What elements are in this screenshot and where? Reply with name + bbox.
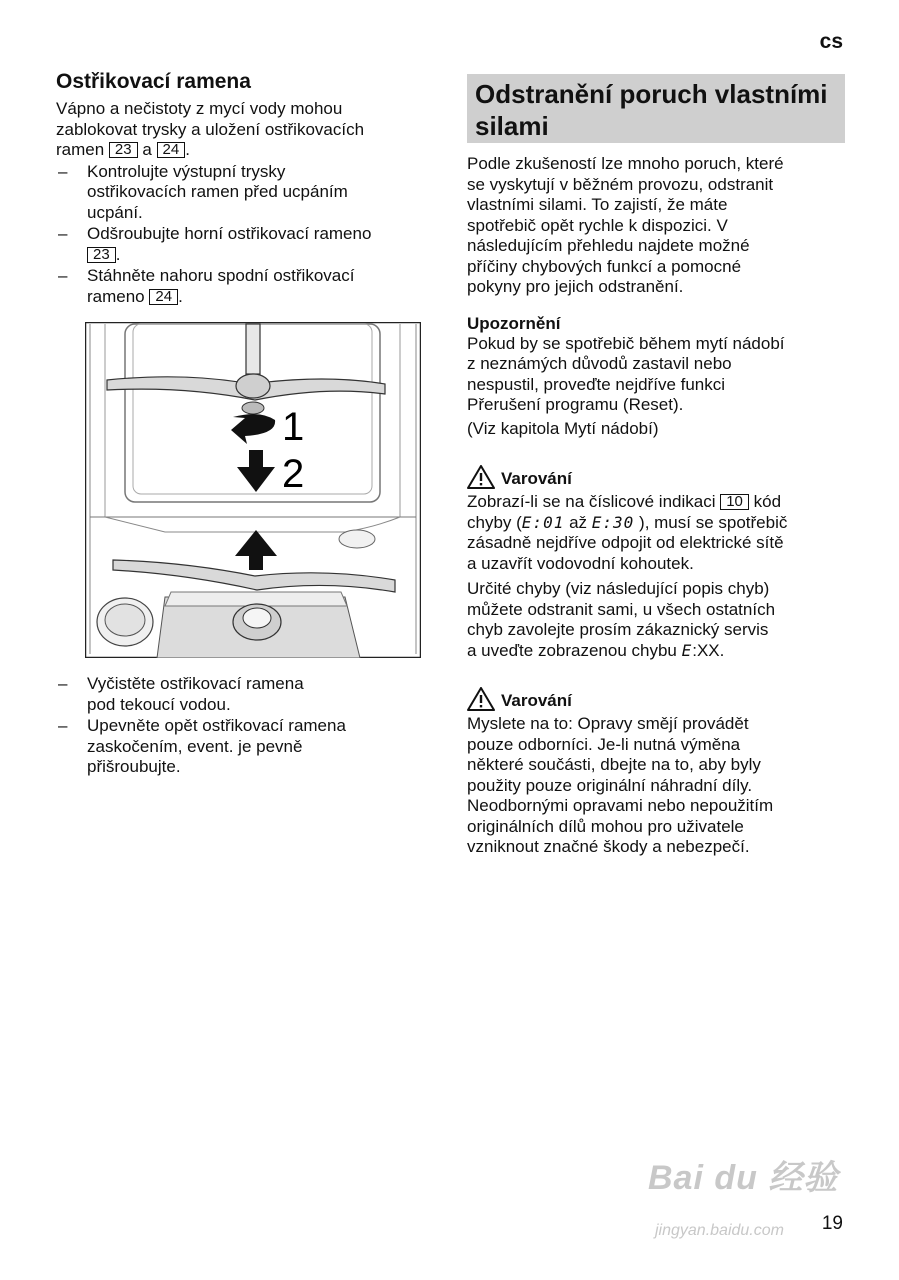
text-line: chyby (E:01 až E:30 ), musí se spotřebič: [467, 512, 788, 532]
intro-line: Vápno a nečistoty z mycí vody mohou: [56, 99, 343, 118]
warning-heading: Varování: [467, 687, 852, 711]
text-line: nespustil, proveďte nejdříve funkci: [467, 374, 726, 394]
section-header-box: [467, 74, 845, 143]
text-line: Podle zkušeností lze mnoho poruch, které: [467, 154, 784, 173]
text-line: spotřebič opět rychle k dispozici. V: [467, 215, 728, 235]
text-line: zásadně nejdříve odpojit od elektrické sítě: [467, 533, 784, 552]
right-column: [467, 154, 852, 858]
error-code: E:30: [591, 512, 635, 532]
text-line: Přerušení programu (Reset).: [467, 395, 684, 414]
text-line: Určité chyby (viz následující popis chyb): [467, 579, 770, 598]
step-label-1: 1: [282, 405, 305, 449]
watermark-url: jingyan.baidu.com: [655, 1222, 784, 1239]
list-item: – Kontrolujte výstupní trysky ostřikovacích ramen před ucpáním ucpání.: [56, 162, 431, 224]
error-code: E:01: [521, 512, 565, 532]
note-heading: Upozornění: [467, 313, 561, 333]
intro-line: ramen 23 a 24 .: [56, 140, 190, 159]
text-line: Zobrazí-li se na číslicové indikaci 10 kód: [467, 492, 782, 511]
section-title-line: silami: [475, 111, 549, 141]
text-line: vlastními silami. To zajistí, že máte: [467, 195, 728, 214]
ref-box: 23: [87, 247, 116, 263]
ref-box: 10: [720, 494, 749, 510]
warning-triangle-icon: [467, 465, 495, 489]
text-line: následujícím přehledu najdete možné: [467, 236, 750, 255]
warning-triangle-icon: [467, 687, 495, 711]
text-line: některé součásti, dbejte na to, aby byly: [467, 755, 761, 774]
left-column: [56, 70, 431, 307]
text-line: z neznámých důvodů zastavil nebo: [467, 354, 732, 373]
text-line: pouze odborníci. Je-li nutná výměna: [467, 734, 741, 754]
text-line: Pokud by se spotřebič během mytí nádobí: [467, 333, 785, 353]
ref-box: 24: [149, 289, 178, 305]
text-line: použity pouze originální náhradní díly.: [467, 775, 753, 795]
text-line: pokyny pro jejich odstranění.: [467, 277, 684, 296]
text-line: originálních dílů mohou pro uživatele: [467, 816, 744, 836]
text-line: příčiny chybových funkcí a pomocné: [467, 256, 742, 276]
section-heading: Ostřikovací ramena: [56, 70, 251, 93]
text-line: Neodbornými opravami nebo nepoužitím: [467, 796, 774, 815]
ref-box: 23: [109, 142, 138, 158]
text-line: můžete odstranit sami, u všech ostatních: [467, 599, 776, 619]
text-line: a uzavřít vodovodní kohoutek.: [467, 553, 694, 573]
list-item: – Upevněte opět ostřikovací ramena zaskočením, event. je pevně přišroubujte.: [56, 716, 431, 778]
intro-line: zablokovat trysky a uložení ostřikovacích: [56, 119, 365, 139]
text-line: chyb zavolejte prosím zákaznický servis: [467, 620, 769, 639]
error-code: E: [681, 640, 693, 660]
list-item: – Vyčistěte ostřikovací ramena pod tekoucí vodou.: [56, 674, 431, 715]
watermark-brand: Bai du 经验: [648, 1159, 839, 1197]
text-line: vzniknout značné škody a nebezpečí.: [467, 837, 750, 856]
page-number: 19: [821, 1213, 843, 1234]
section-title-line: Odstranění poruch vlastními: [475, 79, 828, 109]
text-line: (Viz kapitola Mytí nádobí): [467, 418, 659, 438]
language-code: cs: [819, 30, 843, 53]
dishwasher-illustration: [85, 322, 421, 658]
ref-box: 24: [157, 142, 186, 158]
left-column-after: [56, 674, 431, 778]
list-item: – Stáhněte nahoru spodní ostřikovací rameno 24 .: [56, 266, 431, 307]
list-item: – Odšroubujte horní ostřikovací rameno 23 .: [56, 224, 431, 265]
spray-arm-figure: [85, 322, 421, 658]
text-line: a uveďte zobrazenou chybu E:XX.: [467, 640, 725, 660]
warning-heading: Varování: [467, 465, 852, 489]
step-label-2: 2: [282, 452, 305, 496]
text-line: Myslete na to: Opravy smějí provádět: [467, 714, 749, 733]
text-line: se vyskytují v běžném provozu, odstranit: [467, 174, 774, 194]
